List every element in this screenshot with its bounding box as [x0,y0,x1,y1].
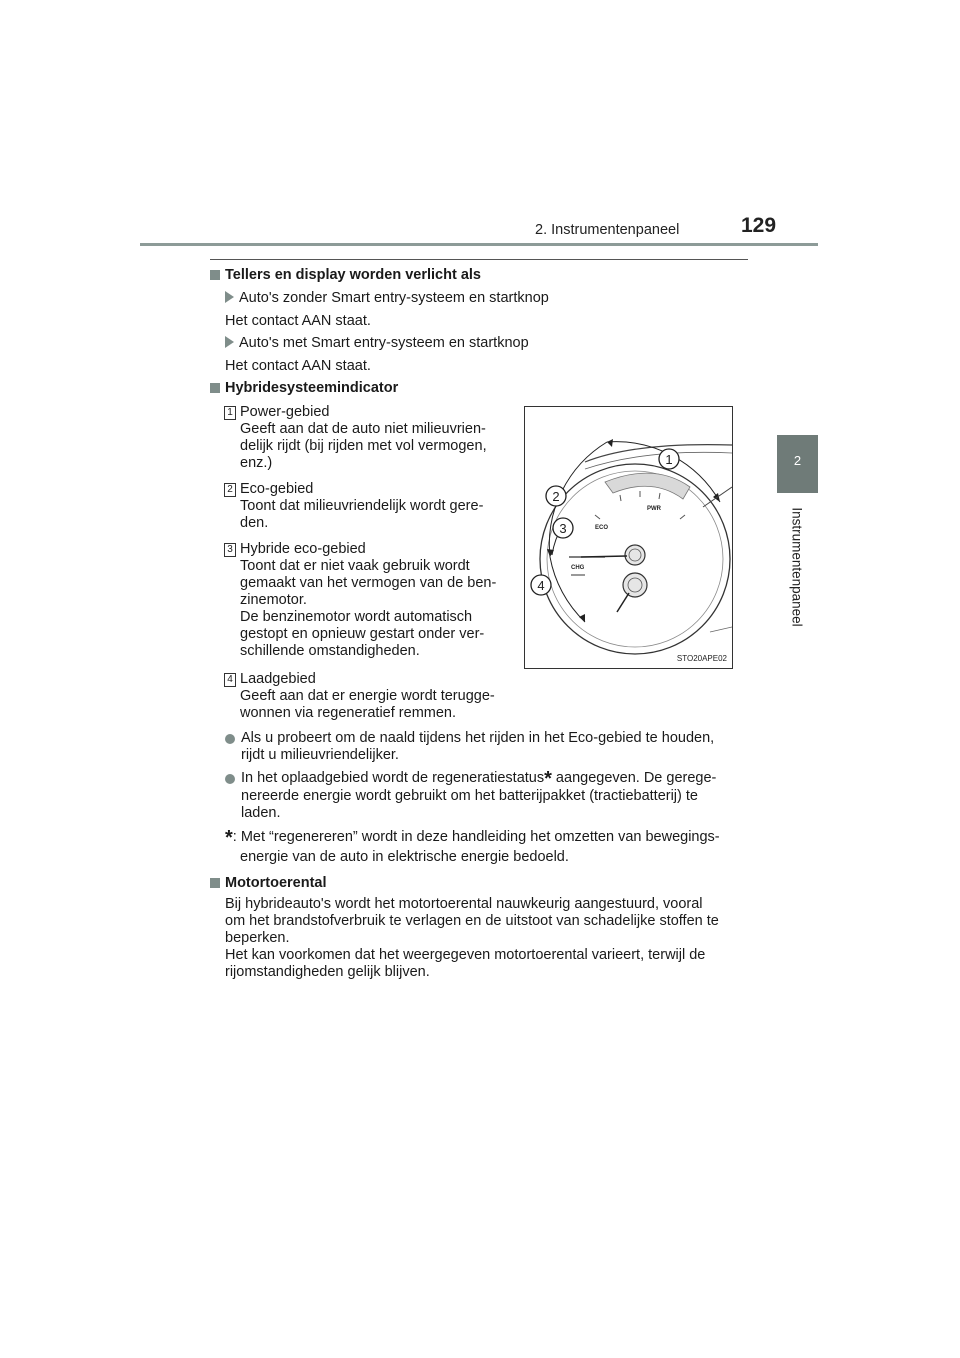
item-line: gemaakt van het vermogen van de ben- [240,575,497,591]
callout-4 [531,575,551,595]
item-line: gestopt en opnieuw gestart onder ver- [240,626,485,642]
callout-number-3: 3 [224,543,236,557]
chapter-number: 2 [793,453,802,468]
section-title: 2. Instrumentenpaneel [535,222,680,238]
section-heading-hybrid-indicator [210,380,398,397]
callout-number-2: 2 [224,483,236,497]
item-line: zinemotor. [240,592,307,608]
bullet-eco-tip [225,730,749,764]
svg-text:4: 4 [537,578,545,593]
header-divider [140,243,818,246]
body-line: Bij hybrideauto's wordt het motortoerental nauwkeurig aangestuurd, vooral [225,896,703,912]
footnote-asterisk: * [225,827,233,849]
heading-text: Motortoerental [225,875,327,891]
item-line: Geeft aan dat de auto niet milieuvrien- [240,421,486,437]
square-bullet-icon [210,383,220,393]
bullet-line: rijdt u milieuvriendelijker. [241,747,399,763]
callout-3 [553,518,573,538]
numbered-item-charge [240,671,504,722]
bullet-text-part: In het oplaadgebied wordt de regeneratiestatus [241,770,545,786]
item-title: Eco-gebied [240,481,314,497]
sub-item-label: Auto's zonder Smart entry-systeem en startknop [239,290,549,306]
item-title: Hybride eco-gebied [240,541,366,557]
chapter-label: Instrumentenpaneel [789,507,805,627]
square-bullet-icon [210,270,220,280]
body-line: beperken. [225,930,290,946]
square-bullet-icon [210,878,220,888]
gauge-label-pwr: PWR [647,506,661,512]
bullet-regeneration [225,770,749,822]
numbered-item-power [240,404,504,472]
numbered-item-hybrid-eco [240,541,504,660]
item-title: Power-gebied [240,404,330,420]
callout-1 [659,449,679,469]
sub-item-text: Het contact AAN staat. [225,358,371,374]
triangle-bullet-icon [225,291,234,303]
circle-bullet-icon [225,774,235,784]
bullet-text-part: aangegeven. De gerege- [551,770,717,786]
figure-code: STO20APE02 [676,654,727,663]
gauge-label-eco: ECO [595,525,609,531]
body-line: Het kan voorkomen dat het weergegeven motortoerental varieert, terwijl de [225,947,706,963]
gauge-illustration [525,407,732,668]
sub-item-label: Auto's met Smart entry-systeem en startknop [239,335,529,351]
footnote [225,829,720,847]
item-line: den. [240,515,269,531]
body-line: om het brandstofverbruik te verlagen en de uitstoot van schadelijke stoffen te [225,913,719,929]
bullet-line: nereerde energie wordt gebruikt om het batterijpakket (tractiebatterij) te [241,788,698,804]
page-header [0,0,960,250]
heading-text: Hybridesysteemindicator [225,380,399,396]
footnote-line: : Met “regenereren” wordt in deze handleiding het omzetten van bewegings- [232,829,720,845]
callout-number-4: 4 [224,673,236,687]
asterisk-mark: * [544,768,552,790]
content-divider [210,259,748,260]
sub-item-text: Het contact AAN staat. [225,313,371,329]
hybrid-indicator-figure [524,406,733,669]
svg-text:1: 1 [665,452,673,467]
footnote-line: energie van de auto in elektrische energie bedoeld. [240,849,569,865]
gauge-label-chg: CHG [571,565,585,571]
item-line: delijk rijdt (bij rijden met vol vermogen, [240,438,487,454]
item-line: wonnen via regeneratief remmen. [240,705,457,721]
item-title: Laadgebied [240,671,316,687]
callout-2 [546,486,566,506]
triangle-bullet-icon [225,336,234,348]
callout-number-1: 1 [224,406,236,420]
engine-speed-body [225,896,744,981]
item-line: schillende omstandigheden. [240,643,420,659]
chapter-tab[interactable] [777,435,818,493]
bullet-line: Als u probeert om de naald tijdens het rijden in het Eco-gebied te houden, [241,730,715,746]
numbered-item-eco [240,481,504,532]
bullet-line: laden. [241,805,281,821]
item-line: Geeft aan dat er energie wordt terugge- [240,688,495,704]
svg-text:3: 3 [559,521,567,536]
svg-text:2: 2 [552,489,560,504]
bullet-line-first [241,770,749,788]
body-line: rijomstandigheden gelijk blijven. [225,964,430,980]
item-line: Toont dat milieuvriendelijk wordt gere- [240,498,484,514]
item-line: enz.) [240,455,273,471]
item-line: Toont dat er niet vaak gebruik wordt [240,558,470,574]
item-line: De benzinemotor wordt automatisch [240,609,473,625]
circle-bullet-icon [225,734,235,744]
sub-item-with-smart-entry [225,335,529,352]
heading-text: Tellers en display worden verlicht als [225,267,481,283]
section-heading-engine-speed [210,875,327,892]
sub-item-without-smart-entry [225,290,549,307]
section-heading-illumination [210,267,481,284]
page-number: 129 [741,214,777,237]
